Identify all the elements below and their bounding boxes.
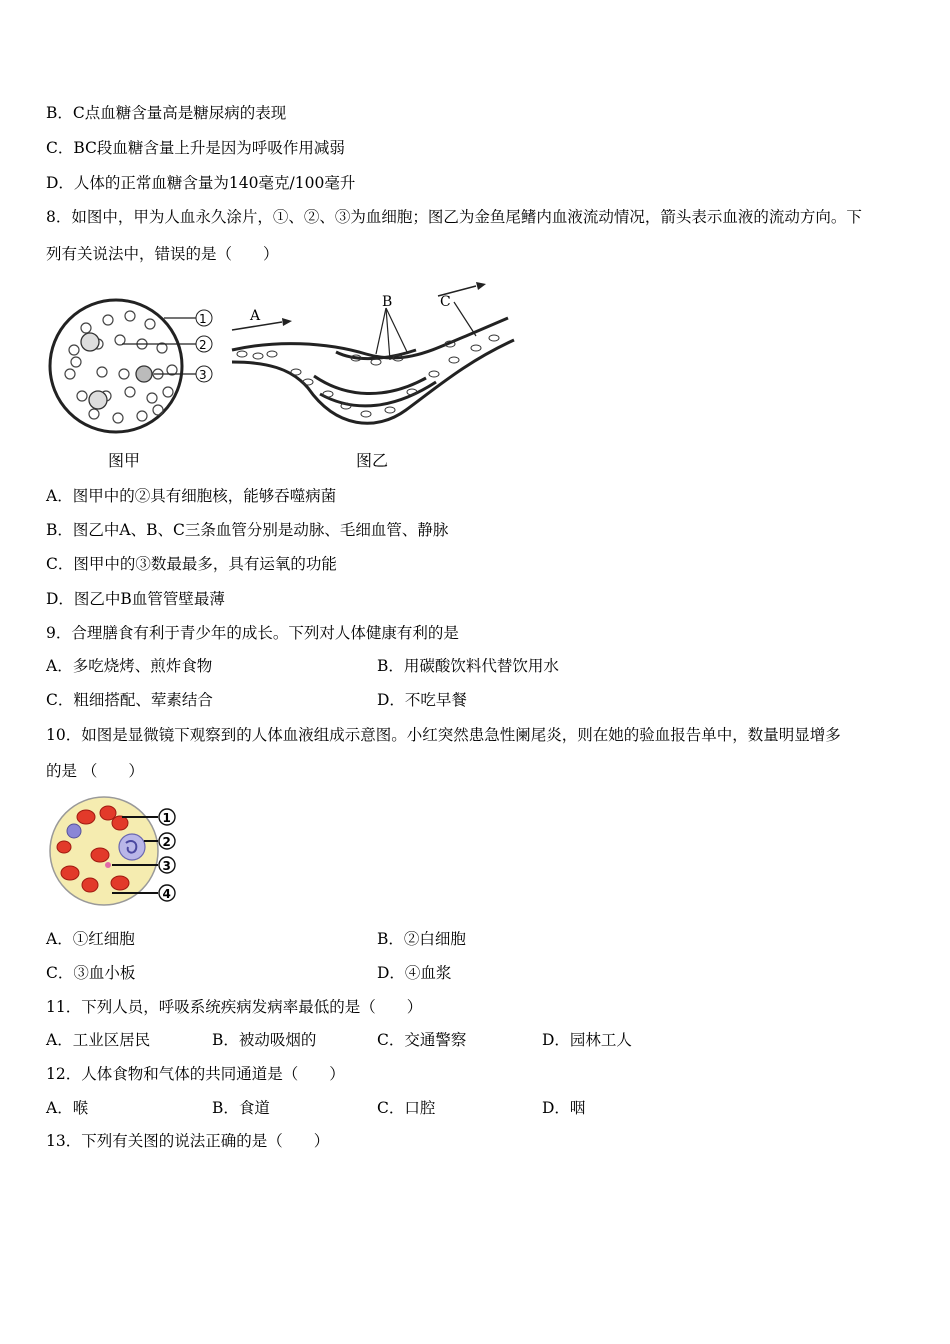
q10-options-row-1 [46,927,906,949]
q9-option-b: B．用碳酸饮料代替饮用水 [377,657,559,675]
q10-option-d: D．④血浆 [377,964,452,982]
q11-options-row [46,1028,906,1050]
svg-text:A: A [250,308,261,324]
q11-option-c: C．交通警察 [377,1031,467,1049]
q7-option-b: B．C点血糖含量高是糖尿病的表现 [46,104,287,122]
svg-text:B: B [382,294,393,310]
svg-text:1: 1 [162,811,171,825]
svg-text:1: 1 [199,312,207,326]
q12-option-a: A．喉 [46,1099,89,1117]
q9-option-a: A．多吃烧烤、煎炸食物 [46,657,213,675]
blood-smear-diagram [46,278,526,473]
q9-stem: 9．合理膳食有利于青少年的成长。下列对人体健康有利的是 [46,624,459,642]
figure-8 [46,278,526,473]
q9-options-row-1 [46,654,906,676]
q12-option-d: D．咽 [542,1099,586,1117]
svg-text:2: 2 [162,835,171,849]
q10-option-a: A．①红细胞 [46,930,135,948]
q11-option-d: D．园林工人 [542,1031,632,1049]
q11-option-b: B．被动吸烟的 [212,1031,317,1049]
q8-option-b: B．图乙中A、B、C三条血管分别是动脉、毛细血管、静脉 [46,521,449,539]
figure-10 [46,795,186,907]
svg-text:C: C [440,294,451,310]
q9-option-d: D．不吃早餐 [377,691,467,709]
q7-option-c: C．BC段血糖含量上升是因为呼吸作用减弱 [46,139,345,157]
q8-option-c: C．图甲中的③数最最多，具有运氧的功能 [46,555,337,573]
q10-options-row-2 [46,961,906,983]
q10-option-c: C．③血小板 [46,964,136,982]
q8-stem-line-1: 8．如图中，甲为人血永久涂片，①、②、③为血细胞；图乙为金鱼尾鳍内血液流动情况，箭头表示血液的流动方向。下 [46,208,862,226]
q12-stem: 12．人体食物和气体的共同通道是（ ） [46,1065,345,1083]
svg-text:3: 3 [199,368,207,382]
q10-option-b: B．②白细胞 [377,930,466,948]
q13-stem: 13．下列有关图的说法正确的是（ ） [46,1132,330,1150]
q7-option-d: D．人体的正常血糖含量为140毫克/100毫升 [46,174,356,192]
q8-option-a: A．图甲中的②具有细胞核，能够吞噬病菌 [46,487,337,505]
svg-text:3: 3 [162,859,171,873]
q11-stem: 11．下列人员，呼吸系统疾病发病率最低的是（ ） [46,998,423,1016]
blood-composition-diagram [46,795,186,907]
q12-option-c: C．口腔 [377,1099,436,1117]
q8-stem-line-2: 列有关说法中，错误的是（ ） [46,245,279,263]
q9-options-row-2 [46,688,906,710]
figure-8-caption-right: 图乙 [356,451,389,470]
svg-text:2: 2 [199,338,207,352]
svg-text:4: 4 [162,887,171,901]
q9-option-c: C．粗细搭配、荤素结合 [46,691,213,709]
q8-option-d: D．图乙中B血管管壁最薄 [46,590,225,608]
q12-options-row [46,1096,906,1118]
q10-stem-line-1: 10．如图是显微镜下观察到的人体血液组成示意图。小红突然患急性阑尾炎，则在她的验血报告单中，数量明显增多 [46,726,841,744]
q12-option-b: B．食道 [212,1099,270,1117]
q11-option-a: A．工业区居民 [46,1031,151,1049]
figure-8-caption-left: 图甲 [108,451,141,470]
q10-stem-line-2: 的是 （ ） [46,762,144,780]
